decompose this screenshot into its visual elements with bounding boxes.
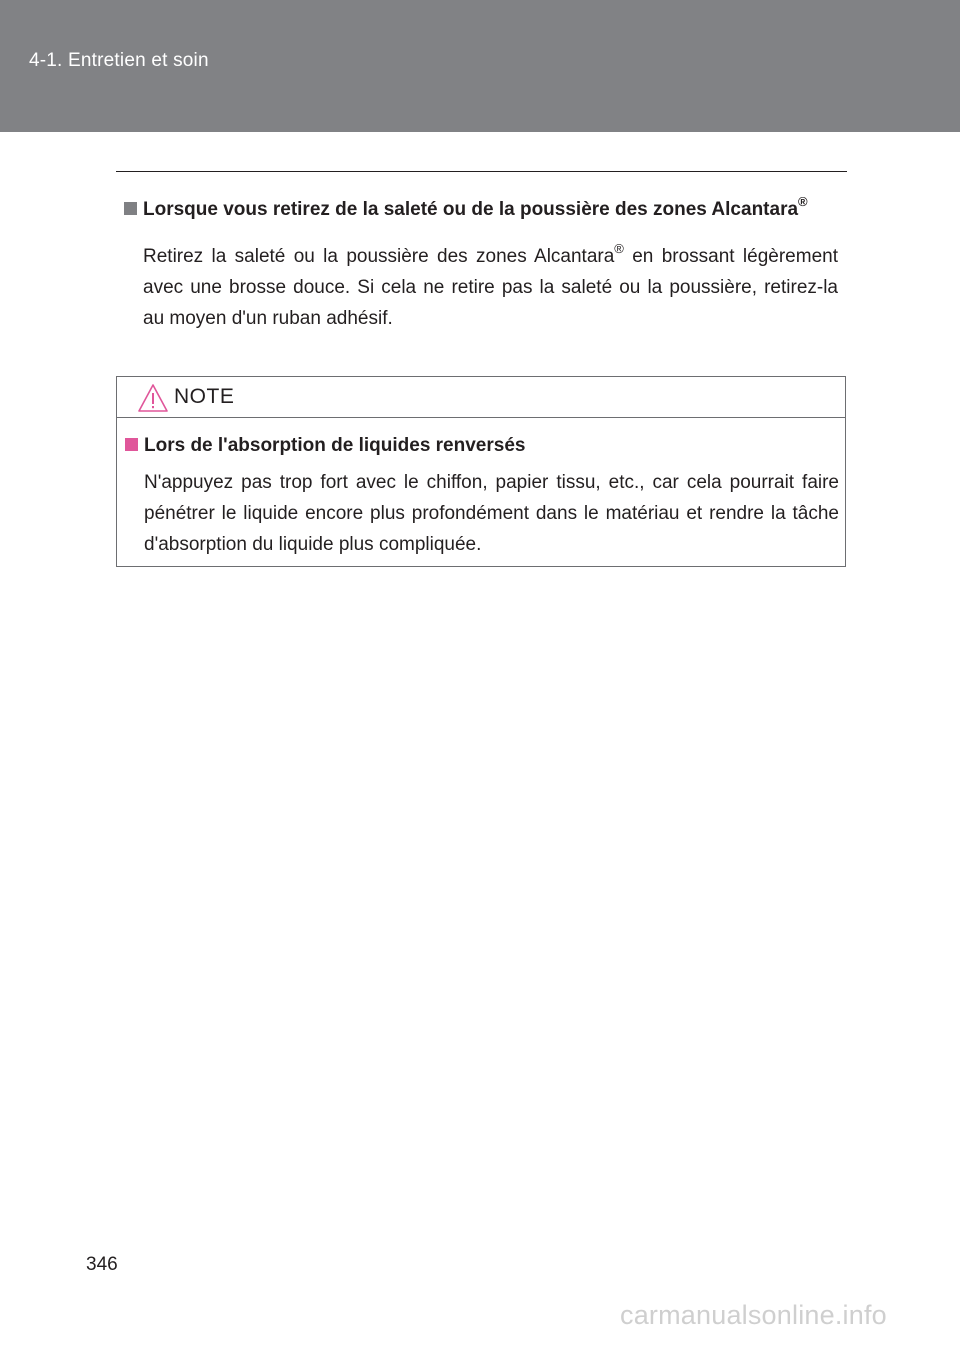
section-body xyxy=(124,241,838,334)
square-bullet-icon xyxy=(124,202,137,215)
note-content xyxy=(125,432,839,560)
header-bar xyxy=(0,0,960,132)
note-heading xyxy=(125,432,839,459)
note-header xyxy=(117,377,845,418)
warning-triangle-icon xyxy=(137,383,169,413)
section-body-end: en brossant légèrement avec une brosse douce. Si cela ne retire pas la saleté ou la poussière, retirez-la au moyen d'un ruban adhésif. xyxy=(143,246,838,329)
section-heading-text: Lorsque vous retirez de la saleté ou de la poussière des zones Alcantara xyxy=(143,199,799,220)
watermark: carmanualsonline.info xyxy=(620,1300,887,1330)
page-number: 346 xyxy=(86,1254,118,1275)
square-bullet-icon xyxy=(125,438,138,451)
registered-mark: ® xyxy=(614,241,624,256)
section-heading xyxy=(124,196,838,223)
registered-mark: ® xyxy=(798,194,808,209)
top-divider xyxy=(116,171,847,172)
note-heading-text: Lors de l'absorption de liquides renversés xyxy=(144,435,526,456)
note-body: N'appuyez pas trop fort avec le chiffon, papier tissu, etc., car cela pourrait faire pénétrer le liquide encore plus profondément dans le matériau et rendre la tâche d'absorption du liquide plus compliquée. xyxy=(144,472,839,555)
chapter-title: 4-1. Entretien et soin xyxy=(29,50,209,71)
alcantara-section xyxy=(124,196,838,334)
note-title: NOTE xyxy=(174,385,235,408)
section-body-start: Retirez la saleté ou la poussière des zones Alcantara xyxy=(143,246,615,267)
note-box xyxy=(116,376,846,567)
